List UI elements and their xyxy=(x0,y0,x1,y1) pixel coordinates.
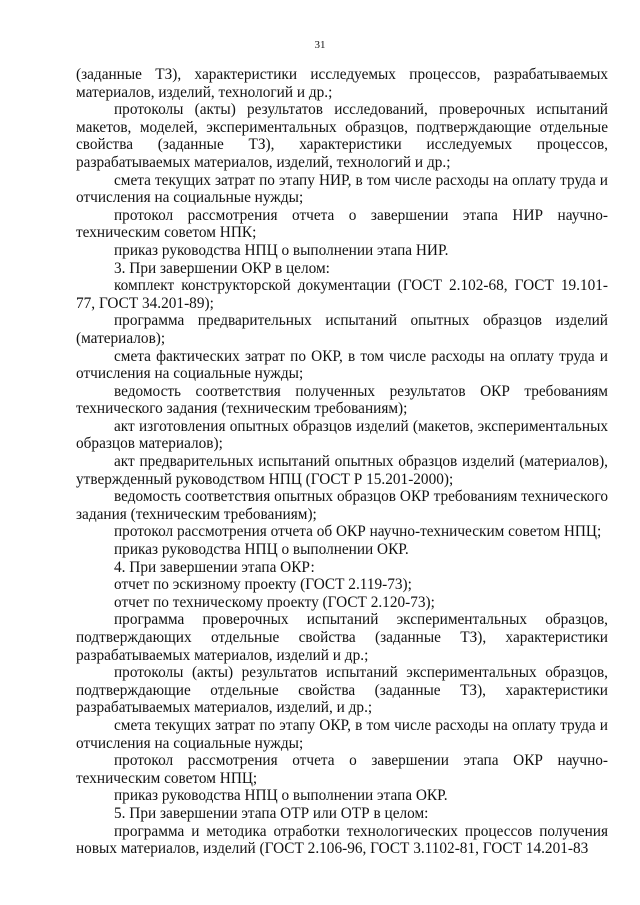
paragraph: протоколы (акты) результатов испытаний экспериментальных образцов, подтверждающие отдельные свойства (заданные ТЗ), характеристики разрабатываемых материалов, изделий, и др.; xyxy=(76,664,608,717)
section-heading: 3. При завершении ОКР в целом: xyxy=(114,259,330,277)
paragraph: протокол рассмотрения отчета о завершении этапа НИР научно-техническим советом НПК; xyxy=(76,206,608,242)
paragraph: программа проверочных испытаний экспериментальных образцов, подтверждающих отдельные свойства (заданные ТЗ), характеристики разрабатываемых материалов, изделий и др.; xyxy=(76,611,608,664)
paragraph: ведомость соответствия опытных образцов ОКР требованиям технического задания (техническим требованиям); xyxy=(76,488,608,523)
paragraph: комплект конструкторской документации (ГОСТ 2.102-68, ГОСТ 19.101-77, ГОСТ 34.201-89); xyxy=(76,277,608,312)
paragraph: (заданные ТЗ), характеристики исследуемых процессов, разрабатываемых материалов, изделий, технологий и др.; xyxy=(76,66,608,101)
paragraph: протокол рассмотрения отчета о завершении этапа ОКР научно-техническим советом НПЦ; xyxy=(76,752,608,787)
paragraph: акт предварительных испытаний опытных образцов изделий (материалов), утвержденный руководством НПЦ (ГОСТ Р 15.201-2000); xyxy=(76,453,608,488)
paragraph: приказ руководства НПЦ о выполнении ОКР. xyxy=(114,541,409,559)
paragraph: отчет по техническому проекту (ГОСТ 2.120-73); xyxy=(114,593,435,611)
paragraph: смета текущих затрат по этапу ОКР, в том числе расходы на оплату труда и отчисления на социальные нужды; xyxy=(76,716,608,752)
paragraph: протокол рассмотрения отчета об ОКР научно-техническим советом НПЦ; xyxy=(114,523,602,541)
paragraph: отчет по эскизному проекту (ГОСТ 2.119-73); xyxy=(114,576,412,594)
paragraph: приказ руководства НПЦ о выполнении этапа НИР. xyxy=(114,241,449,259)
section-heading: 5. При завершении этапа ОТР или ОТР в целом: xyxy=(114,804,429,822)
paragraph: смета фактических затрат по ОКР, в том числе расходы на оплату труда и отчисления на социальные нужды; xyxy=(76,347,608,383)
page-number: 31 xyxy=(314,39,326,51)
paragraph: акт изготовления опытных образцов изделий (макетов, экспериментальных образцов материалов); xyxy=(76,417,608,453)
paragraph: протоколы (акты) результатов исследований, проверочных испытаний макетов, моделей, экспериментальных образцов, подтверждающие отдельные свойства (заданные ТЗ), характеристики исследуемых процессов, разрабатываемых материалов, изделий, технологий и др.; xyxy=(76,101,608,171)
document-body xyxy=(76,66,608,858)
paragraph: ведомость соответствия полученных результатов ОКР требованиям технического задания (техническим требованиям); xyxy=(76,382,608,418)
paragraph: программа и методика отработки технологических процессов получения новых материалов, изделий (ГОСТ 2.106-96, ГОСТ 3.1102-81, ГОСТ 14.201-83 xyxy=(76,822,608,858)
section-heading: 4. При завершении этапа ОКР: xyxy=(114,558,315,576)
paragraph: приказ руководства НПЦ о выполнении этапа ОКР. xyxy=(114,787,448,805)
paragraph: смета текущих затрат по этапу НИР, в том числе расходы на оплату труда и отчисления на социальные нужды; xyxy=(76,171,608,207)
paragraph: программа предварительных испытаний опытных образцов изделий (материалов); xyxy=(76,312,608,347)
